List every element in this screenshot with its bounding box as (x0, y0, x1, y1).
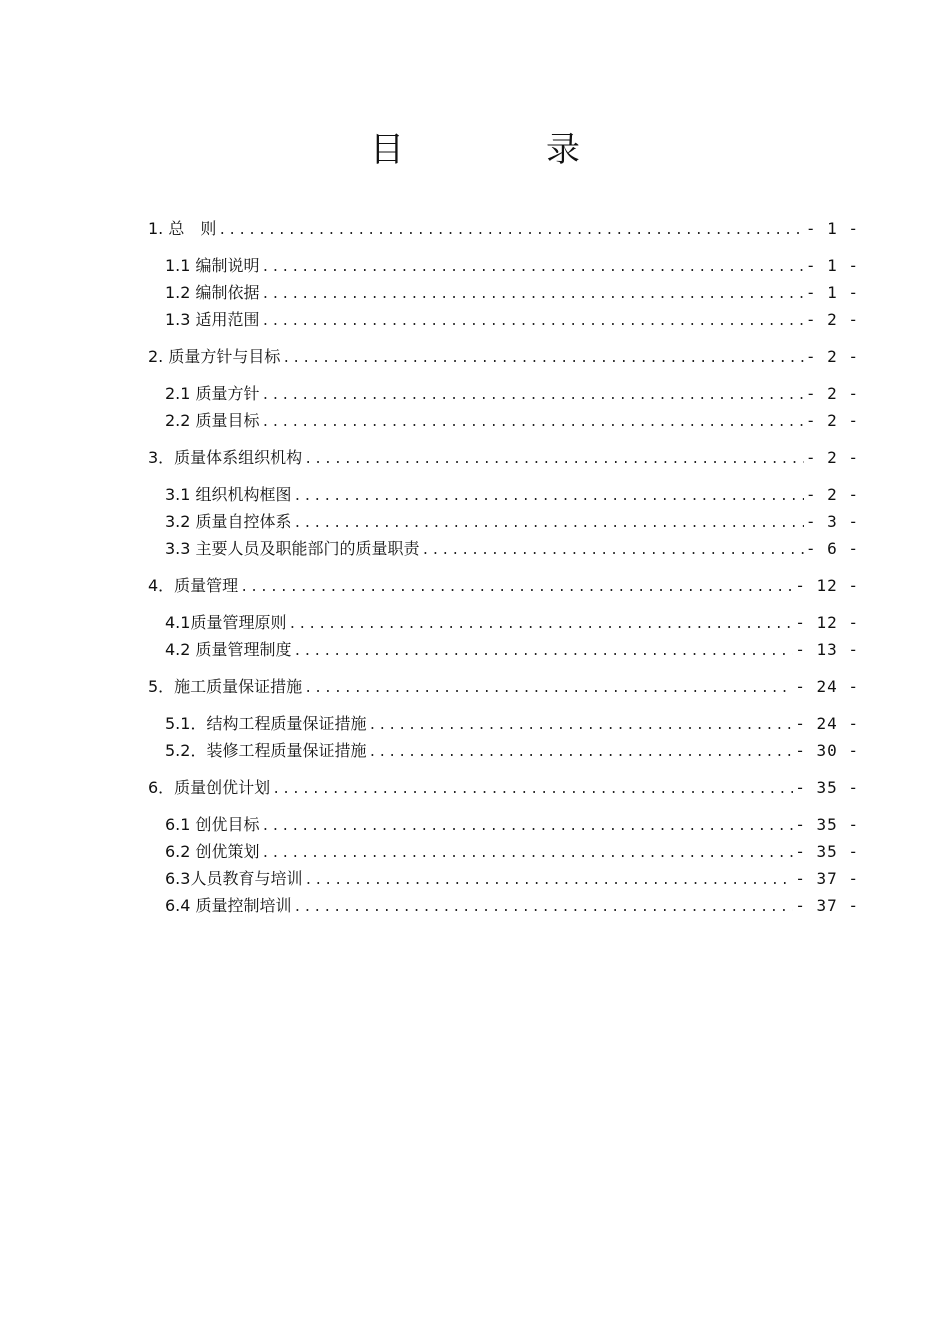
toc-entry-label: 1.2 编制依据 (165, 283, 260, 302)
toc-page-number: - 35 - (795, 778, 859, 797)
toc-entry-label: 6.2 创优策划 (165, 842, 260, 861)
toc-entry[interactable] (148, 445, 859, 472)
toc-entry[interactable] (148, 408, 859, 435)
dot-leader (294, 511, 804, 536)
toc-entry-label: 1.3 适用范围 (165, 310, 260, 329)
toc-entry-label: 2.2 质量目标 (165, 411, 260, 430)
dot-leader (294, 895, 794, 920)
toc-entry-label: 3．质量体系组织机构 (148, 448, 303, 467)
dot-leader (304, 868, 793, 893)
toc-entry-label: 6.3人员教育与培训 (165, 869, 303, 888)
dot-leader (262, 309, 804, 334)
toc-entry-label: 6．质量创优计划 (148, 778, 271, 797)
table-of-contents (148, 216, 859, 920)
toc-page-number: - 24 - (795, 714, 859, 733)
toc-entry[interactable] (148, 738, 859, 765)
toc-entry[interactable] (148, 253, 859, 280)
toc-entry[interactable] (148, 307, 859, 334)
toc-entry-label: 4.1质量管理原则 (165, 613, 287, 632)
dot-leader (262, 814, 794, 839)
dot-leader (282, 346, 803, 371)
toc-entry[interactable] (148, 344, 859, 371)
toc-page-number: - 13 - (795, 640, 859, 659)
toc-entry-label: 6.4 质量控制培训 (165, 896, 292, 915)
toc-entry-label: 1.1 编制说明 (165, 256, 260, 275)
toc-entry-label: 6.1 创优目标 (165, 815, 260, 834)
toc-page-number: - 1 - (805, 219, 859, 238)
toc-entry-label: 2.1 质量方针 (165, 384, 260, 403)
toc-page-number: - 35 - (795, 815, 859, 834)
toc-entry[interactable] (148, 637, 859, 664)
toc-entry[interactable] (148, 674, 859, 701)
toc-page-number: - 3 - (805, 512, 859, 531)
dot-leader (294, 484, 804, 509)
toc-entry[interactable] (148, 812, 859, 839)
toc-entry-label: 4．质量管理 (148, 576, 239, 595)
toc-entry[interactable] (148, 280, 859, 307)
dot-leader (262, 282, 804, 307)
dot-leader (294, 639, 794, 664)
toc-entry[interactable] (148, 573, 859, 600)
toc-entry-label: 5.1．结构工程质量保证措施 (165, 714, 367, 733)
toc-entry[interactable] (148, 381, 859, 408)
toc-page-number: - 2 - (805, 347, 859, 366)
toc-page-number: - 2 - (805, 411, 859, 430)
toc-page-number: - 12 - (795, 613, 859, 632)
toc-page-number: - 2 - (805, 485, 859, 504)
dot-leader (368, 740, 793, 765)
toc-entry[interactable] (148, 509, 859, 536)
toc-entry-label: 5．施工质量保证措施 (148, 677, 303, 696)
toc-entry[interactable] (148, 775, 859, 802)
dot-leader (288, 612, 793, 637)
toc-entry-label: 3.3 主要人员及职能部门的质量职责 (165, 539, 420, 558)
dot-leader (304, 447, 804, 472)
toc-entry[interactable] (148, 482, 859, 509)
toc-entry-label: 3.2 质量自控体系 (165, 512, 292, 531)
toc-entry[interactable] (148, 711, 859, 738)
toc-entry[interactable] (148, 839, 859, 866)
dot-leader (368, 713, 793, 738)
dot-leader (240, 575, 793, 600)
toc-entry[interactable] (148, 893, 859, 920)
toc-page-number: - 24 - (795, 677, 859, 696)
toc-entry-label: 2. 质量方针与目标 (148, 347, 281, 366)
page-title: 目 录 (370, 130, 634, 170)
dot-leader (218, 218, 803, 243)
dot-leader (422, 538, 804, 563)
dot-leader (304, 676, 793, 701)
toc-page-number: - 2 - (805, 310, 859, 329)
dot-leader (262, 410, 804, 435)
toc-page-number: - 2 - (805, 384, 859, 403)
toc-page-number: - 12 - (795, 576, 859, 595)
toc-entry[interactable] (148, 866, 859, 893)
toc-page-number: - 1 - (805, 256, 859, 275)
toc-entry-label: 1. 总 则 (148, 219, 217, 238)
dot-leader (272, 777, 793, 802)
toc-entry-label: 5.2．装修工程质量保证措施 (165, 741, 367, 760)
toc-entry-label: 4.2 质量管理制度 (165, 640, 292, 659)
toc-entry[interactable] (148, 610, 859, 637)
dot-leader (262, 841, 794, 866)
toc-page-number: - 35 - (795, 842, 859, 861)
dot-leader (262, 383, 804, 408)
toc-page-number: - 30 - (795, 741, 859, 760)
toc-page-number: - 37 - (795, 896, 859, 915)
toc-entry[interactable] (148, 536, 859, 563)
toc-entry[interactable] (148, 216, 859, 243)
dot-leader (262, 255, 804, 280)
toc-entry-label: 3.1 组织机构框图 (165, 485, 292, 504)
toc-page-number: - 1 - (805, 283, 859, 302)
toc-page-number: - 2 - (805, 448, 859, 467)
toc-page-number: - 6 - (805, 539, 859, 558)
toc-page-number: - 37 - (795, 869, 859, 888)
